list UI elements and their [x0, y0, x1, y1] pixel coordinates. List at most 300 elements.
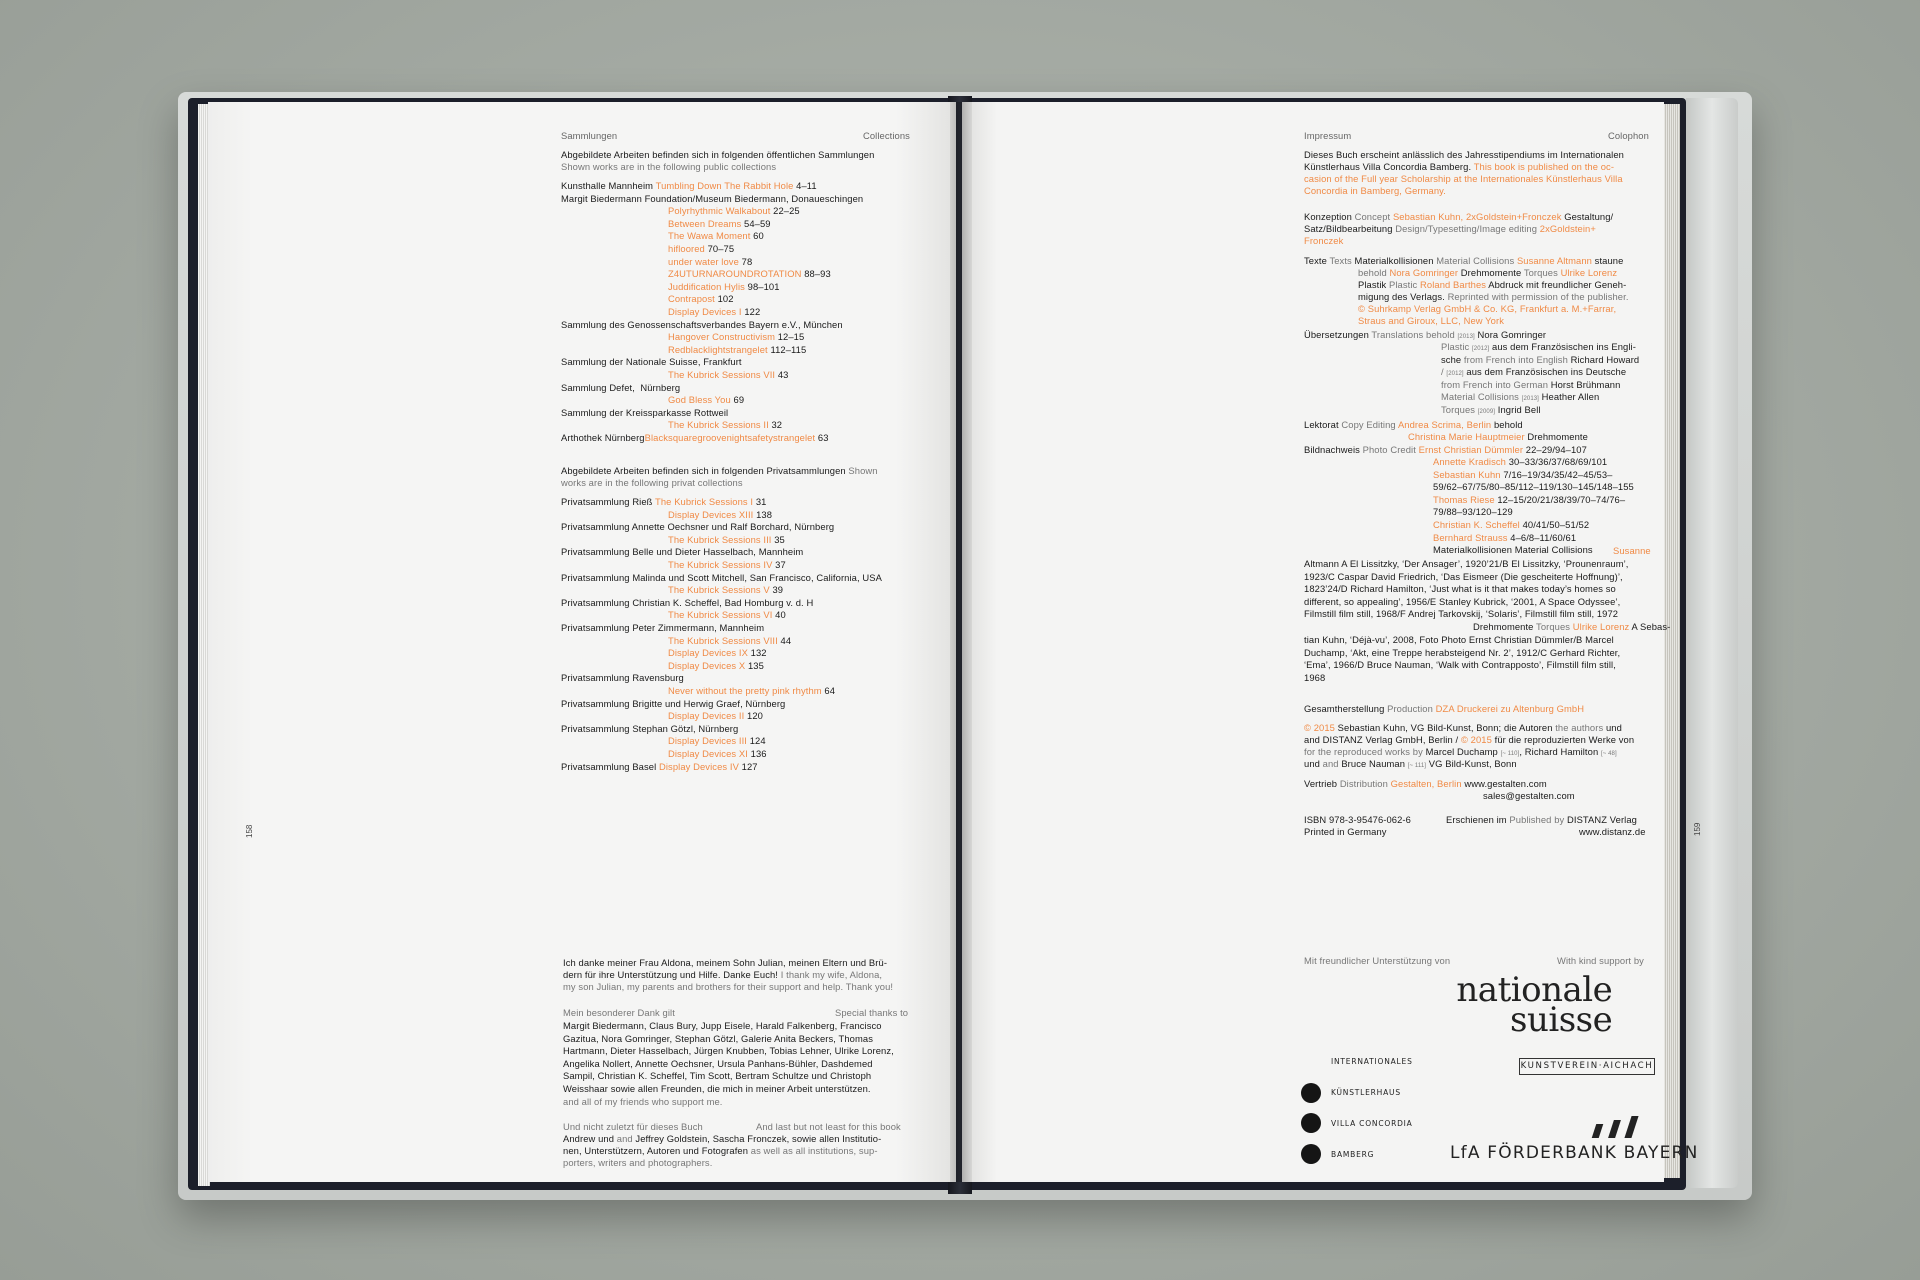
printer-name: DZA Druckerei zu Altenburg GmbH — [1435, 703, 1585, 714]
photo-credit-label: Bildnachweis — [1304, 444, 1360, 455]
page-range: 122 — [741, 306, 761, 317]
published-label: Erschienen im — [1446, 814, 1507, 825]
special-thanks-end: and all of my friends who support me. — [563, 1096, 723, 1107]
collection-name: Privatsammlung Annette Oechsner und Ralf Borchard, Nürnberg — [561, 521, 835, 533]
special-thanks-line: Angelika Nollert, Annette Oechsner, Ursula Panhans-Bühler, Dashdemed — [563, 1057, 873, 1069]
copyright-publisher: and DISTANZ Verlag GmbH, Berlin / — [1304, 734, 1461, 745]
printed-in: Printed in Germany — [1304, 826, 1387, 837]
texts-label: Texte — [1304, 255, 1327, 266]
artwork-title: The Kubrick Sessions I — [655, 496, 754, 507]
public-intro-de: Abgebildete Arbeiten befinden sich in folgenden öffentlichen Sammlungen — [561, 149, 875, 160]
special-thanks-line: Hartmann, Dieter Hasselbach, Jürgen Knubben, Tobias Lehner, Ulrike Lorenz, — [563, 1045, 894, 1057]
page-range: 39 — [769, 584, 784, 596]
artwork-title: God Bless You — [668, 394, 731, 406]
vc-dot-1 — [1301, 1083, 1321, 1103]
translation-title: [2012] — [1446, 371, 1464, 378]
distribution-line — [1304, 778, 1547, 791]
copyright-works-de: für die reproduzierten Werke von — [1491, 734, 1635, 745]
nauman-ref: [~ 111] — [1407, 763, 1427, 769]
special-thanks-line: Margit Biedermann, Claus Bury, Jupp Eisele, Harald Falkenberg, Francisco — [563, 1020, 882, 1031]
photographer-name: Christian K. Scheffel — [1433, 519, 1520, 530]
text-title-3: Drehmomente — [1458, 267, 1522, 278]
page-range: 78 — [738, 255, 753, 267]
texts-line-1 — [1304, 255, 1623, 268]
photo-pages: 40/41/50–51/52 — [1519, 519, 1590, 530]
last-thanks-line-3: porters, writers and photographers. — [563, 1157, 713, 1168]
last-thanks-names: Jeffrey Goldstein, Sascha Fronczek, sowie allen Institutio- — [635, 1133, 882, 1144]
translator-name: aus dem Französischen ins Deutsche — [1463, 366, 1627, 378]
logo-nationale: nationale — [1456, 970, 1613, 1010]
intro-line-1: Dieses Buch erscheint anlässlich des Jahresstipendiums im Internationalen — [1304, 149, 1624, 160]
collections-header-en: Collections — [863, 130, 910, 141]
copyright-und: und — [1605, 722, 1622, 733]
copyright-holders: Sebastian Kuhn, VG Bild-Kunst, Bonn; die Autoren — [1334, 722, 1553, 733]
thanks-line-2 — [563, 969, 882, 982]
collection-name: Privatsammlung Brigitte und Herwig Graef, Nürnberg — [561, 697, 786, 709]
production-label-en: Production — [1384, 703, 1436, 714]
public-collection-row — [668, 205, 800, 218]
intro-en: This book is published on the oc- — [1471, 161, 1615, 172]
credits-torques-a: A Sebas- — [1629, 621, 1671, 632]
thanks-line-3: my son Julian, my parents and brothers for their support and help. Thank you! — [563, 981, 894, 992]
collection-name: Privatsammlung Rieß — [561, 496, 656, 507]
concept-line-2 — [1304, 223, 1596, 236]
collection-name: Arthothek Nürnberg — [561, 432, 645, 443]
vc-internationales: INTERNATIONALES — [1331, 1057, 1413, 1066]
artwork-title: Display Devices X — [668, 659, 746, 671]
last-thanks-line-1 — [563, 1133, 881, 1146]
thanks-de: dern für ihre Unterstützung und Hilfe. Danke Euch! — [563, 969, 779, 980]
photo-credit-row — [1433, 494, 1625, 507]
photo-pages: 79/88–93/120–129 — [1433, 506, 1513, 518]
collection-name: Privatsammlung Stephan Götzl, Nürnberg — [561, 722, 739, 734]
translator-name: Heather Allen — [1538, 391, 1600, 403]
public-collection-row — [668, 243, 734, 256]
page-range: 60 — [750, 230, 764, 242]
texts-label-en: Texts — [1326, 255, 1355, 266]
copyright-and: and — [1319, 758, 1342, 769]
public-collection-row — [561, 180, 817, 193]
page-range: 102 — [714, 293, 734, 305]
reprint-note-en: Reprinted with permission of the publisher. — [1444, 291, 1629, 302]
intro-de: Künstlerhaus Villa Concordia Bamberg. — [1304, 161, 1472, 172]
public-collection-row — [668, 218, 771, 231]
last-thanks-andrew: Andrew und — [563, 1133, 615, 1144]
artwork-credit-line: ‘Ema’, 1966/D Bruce Nauman, ‘Walk with Contrapposto’, Filmstill film still, — [1304, 659, 1616, 671]
nationale-suisse-logo — [1450, 970, 1613, 1040]
duchamp-ref: [~ 110] — [1500, 751, 1520, 757]
public-collection-row — [668, 281, 780, 294]
text-title-4-en: Plastic — [1386, 279, 1421, 290]
public-collection-row — [561, 319, 843, 332]
text-title-4: Plastik — [1358, 279, 1387, 290]
artwork-title: Display Devices XI — [668, 748, 748, 759]
text-author-3: Ulrike Lorenz — [1560, 267, 1618, 278]
last-thanks-en-rest: as well as all institutions, sup- — [748, 1145, 878, 1156]
artwork-title: Juddification Hylis — [668, 280, 745, 292]
typesetting-label-en: Design/Typesetting/Image editing — [1392, 223, 1540, 234]
artist-duchamp: Marcel Duchamp — [1425, 746, 1501, 757]
public-collection-row — [668, 419, 782, 432]
public-collection-row — [668, 306, 760, 319]
artwork-title: Display Devices II — [668, 710, 745, 722]
reprint-note-de-2: migung des Verlags. — [1358, 291, 1445, 302]
colophon-header-en: Colophon — [1608, 130, 1649, 141]
photo-credit-row — [1433, 469, 1613, 482]
text-title-de: Materialkollisionen — [1354, 255, 1434, 266]
private-intro-en: Shown — [845, 465, 878, 476]
public-collection-row — [561, 432, 829, 445]
private-collection-row — [561, 572, 882, 585]
copyright-year: © 2015 — [1304, 722, 1335, 733]
translator-name: Ingrid Bell — [1495, 404, 1541, 415]
private-collection-row — [668, 635, 791, 648]
translator-name: Richard Howard — [1570, 353, 1640, 365]
translator-1: Nora Gomringer — [1474, 329, 1547, 340]
distributor-name: Gestalten, Berlin — [1390, 778, 1462, 789]
photo-credit-row — [1433, 456, 1607, 469]
collection-name: Sammlung der Nationale Suisse, Frankfurt — [561, 356, 742, 368]
design-label: Gestaltung/ — [1561, 211, 1614, 222]
copyright-vg: VG Bild-Kunst, Bonn — [1426, 758, 1517, 769]
private-collection-row — [668, 584, 783, 597]
copyright-year-2: © 2015 — [1460, 734, 1492, 745]
artwork-title: Z4UTURNAROUNDROTATION — [668, 268, 802, 280]
translations-label-en: Translations behold — [1368, 329, 1458, 340]
translation-title: Material Collisions — [1441, 391, 1522, 403]
photo-pages: 7/16–19/34/35/42–45/53– — [1500, 468, 1613, 480]
page-number-right: 159 — [1693, 822, 1702, 836]
artwork-title: under water love — [668, 255, 739, 267]
lfa-foerderbank-logo: LfA FÖRDERBANK BAYERN — [1450, 1143, 1699, 1163]
translator-name: Horst Brühmann — [1550, 378, 1621, 390]
copyediting-line-1 — [1304, 419, 1523, 432]
private-collection-row — [561, 496, 766, 509]
page-range: 22–25 — [770, 205, 800, 217]
public-collection-row — [668, 293, 734, 306]
credits-torques-line — [1473, 621, 1670, 634]
page-range: 70–75 — [704, 243, 735, 254]
copyright-und-2: und — [1304, 758, 1320, 769]
publisher-line — [1446, 814, 1637, 827]
artwork-title: Tumbling Down The Rabbit Hole — [655, 180, 794, 191]
translator-name: aus dem Französischen ins Engli- — [1489, 341, 1636, 352]
page-range: 32 — [768, 419, 783, 431]
public-collection-row — [561, 193, 863, 206]
artwork-title: Display Devices III — [668, 735, 748, 747]
private-collection-row — [668, 685, 835, 698]
page-range: 69 — [730, 394, 745, 406]
artwork-title: The Kubrick Sessions III — [668, 533, 772, 545]
translation-title: / — [1441, 366, 1447, 378]
text-author-2: Nora Gomringer — [1389, 267, 1459, 278]
artwork-title: The Kubrick Sessions V — [668, 584, 770, 596]
artwork-title: The Kubrick Sessions IV — [668, 559, 773, 570]
special-thanks-line: Gazitua, Nora Gomringer, Stephan Götzl, Galerie Anita Beckers, Thomas — [563, 1032, 873, 1044]
public-collection-row — [561, 407, 728, 420]
collection-name: Privatsammlung Christian K. Scheffel, Bad Homburg v. d. H — [561, 596, 814, 608]
page-range: 120 — [744, 710, 763, 722]
last-thanks-en: And last but not least for this book — [756, 1121, 901, 1132]
copyeditor-2: Christina Marie Hauptmeier — [1408, 431, 1525, 442]
colophon-header-de: Impressum — [1304, 130, 1352, 141]
text-title-2: staune — [1591, 255, 1624, 266]
translation-title: Torques — [1441, 404, 1478, 415]
concept-names: Sebastian Kuhn, 2xGoldstein+Fronczek — [1392, 211, 1562, 222]
artwork-title: Between Dreams — [668, 217, 742, 229]
artwork-credit-line: tian Kuhn, ‘Déjà-vu’, 2008, Foto Photo Ernst Christian Dümmler/B Marcel — [1304, 634, 1614, 645]
artwork-credit-line: 1968 — [1304, 671, 1326, 683]
text-author: Susanne Altmann — [1516, 255, 1592, 266]
artwork-title: The Wawa Moment — [668, 230, 751, 242]
concept-label-en: Concept — [1351, 211, 1393, 222]
design-names: 2xGoldstein+ — [1539, 223, 1596, 234]
photographer-name: Annette Kradisch — [1433, 456, 1506, 467]
artwork-credit-line: different, so appealing’, 1956/E Stanley Kubrick, ‘2001, A Space Odyssee’, — [1304, 595, 1621, 607]
page-range: 88–93 — [801, 268, 831, 280]
intro-line-3: casion of the Full year Scholarship at the Internationales Künstlerhaus Villa — [1304, 173, 1623, 184]
production-line — [1304, 703, 1584, 716]
private-collection-row — [668, 559, 786, 572]
texts-line-6: Straus and Giroux, LLC, New York — [1358, 315, 1504, 326]
artwork-title: Redblacklightstrangelet — [668, 343, 768, 355]
page-range: 63 — [815, 432, 829, 443]
private-collection-row — [668, 647, 767, 660]
page-range: 132 — [747, 647, 767, 659]
photographer-name: Sebastian Kuhn — [1433, 468, 1501, 480]
photo-credit-row — [1433, 532, 1576, 545]
private-collection-row — [668, 710, 763, 723]
kunstverein-aichach-logo: KUNSTVEREIN·AICHACH — [1519, 1058, 1655, 1075]
text-author-4: Roland Barthes — [1420, 279, 1487, 290]
concept-label: Konzeption — [1304, 211, 1352, 222]
collection-name: Privatsammlung Malinda und Scott Mitchell, San Francisco, California, USA — [561, 571, 882, 583]
texts-line-5: © Suhrkamp Verlag GmbH & Co. KG, Frankfurt a. M.+Farrar, — [1358, 303, 1617, 314]
copyedit-title-2: Drehmomente — [1524, 431, 1588, 442]
collection-name: Privatsammlung Belle und Dieter Hasselbach, Mannheim — [561, 546, 804, 558]
private-collection-row — [561, 597, 813, 610]
photo-pages: 59/62–67/75/80–85/112–119/130–145/148–155 — [1433, 481, 1634, 493]
copyright-line-4 — [1304, 758, 1517, 773]
translation-title: [2013] — [1521, 396, 1539, 403]
collection-name: Sammlung des Genossenschaftsverbandes Bayern e.V., München — [561, 318, 843, 330]
last-thanks-de-rest: nen, Unterstützern, Autoren und Fotografen — [563, 1145, 749, 1156]
photographer-1: Ernst Christian Dümmler — [1418, 444, 1524, 455]
publisher-name: DISTANZ Verlag — [1567, 814, 1637, 825]
credits-torques-de: Drehmomente — [1473, 621, 1534, 632]
translations-label: Übersetzungen — [1304, 329, 1369, 340]
private-collection-row — [561, 672, 684, 685]
translation-title: from French into English — [1461, 353, 1571, 365]
last-thanks-line-2 — [563, 1145, 878, 1158]
copyediting-label: Lektorat — [1304, 419, 1339, 430]
page-range: 98–101 — [744, 280, 780, 292]
photo-pages: 12–15/20/21/38/39/70–74/76– — [1494, 493, 1626, 505]
reprint-note-de: Abdruck mit freundlicher Geneh- — [1486, 279, 1627, 290]
copyright-line-2 — [1304, 734, 1634, 747]
page-range: 31 — [753, 496, 767, 507]
copyright-authors-en: the authors — [1552, 722, 1606, 733]
vc-dot-2 — [1301, 1113, 1321, 1133]
translation-title: from French into German — [1441, 378, 1551, 390]
artwork-title: The Kubrick Sessions VII — [668, 369, 776, 380]
artwork-title: Contrapost — [668, 293, 715, 305]
support-label-en: With kind support by — [1557, 955, 1644, 966]
public-collection-row — [561, 382, 680, 395]
translation-title: [2012] — [1472, 346, 1490, 352]
private-collection-row — [561, 622, 764, 635]
texts-line-3 — [1358, 279, 1626, 292]
slipcase-edge — [1686, 98, 1738, 1188]
public-collection-row — [668, 268, 831, 281]
vc-bamberg: BAMBERG — [1331, 1150, 1375, 1159]
photo-credit-susanne: Susanne — [1613, 545, 1651, 556]
artwork-title: Display Devices I — [668, 306, 742, 317]
artwork-title: Display Devices IV — [658, 760, 739, 772]
published-label-en: Published by — [1506, 814, 1567, 825]
page-range: 43 — [775, 369, 789, 380]
text-title-2-en: behold — [1358, 267, 1390, 278]
texts-line-2 — [1358, 267, 1617, 280]
private-collection-row — [668, 609, 786, 622]
private-intro-en-2: works are in the following privat collections — [561, 477, 743, 488]
artwork-title: The Kubrick Sessions II — [668, 419, 769, 431]
page-range: 40 — [772, 609, 786, 621]
page-range: 124 — [747, 735, 766, 747]
collection-name: Privatsammlung Ravensburg — [561, 672, 684, 684]
photographer-name: Bernhard Strauss — [1433, 531, 1508, 543]
photographer-name: Thomas Riese — [1433, 493, 1495, 505]
translation-title: Plastic — [1441, 341, 1473, 352]
artwork-title: Polyrhythmic Walkabout — [668, 205, 771, 217]
collection-name: Sammlung Defet, Nürnberg — [561, 381, 681, 393]
artist-hamilton: , Richard Hamilton — [1519, 746, 1601, 757]
text-title-en: Material Collisions — [1433, 255, 1517, 266]
intro-line-2 — [1304, 161, 1614, 174]
concept-line-1 — [1304, 211, 1613, 224]
intro-line-4: Concordia in Bamberg, Germany. — [1304, 185, 1446, 196]
copyedit-title-1: behold — [1491, 419, 1523, 430]
artwork-credit-line: Filmstill film still, 1968/F Andrej Tarkovskij, ‘Solaris’, Filmstill film still, 1972 — [1304, 608, 1619, 620]
translations-year: [2013] — [1457, 334, 1475, 340]
artwork-title: Never without the pretty pink rhythm — [668, 685, 822, 696]
artwork-title: Display Devices IX — [668, 647, 748, 659]
page-range: 112–115 — [767, 343, 807, 355]
typesetting-label: Satz/Bildbearbeitung — [1304, 223, 1393, 234]
photo-pages: 4–6/8–11/60/61 — [1507, 531, 1577, 543]
distributor-url: www.gestalten.com — [1461, 778, 1547, 789]
public-collection-row — [561, 356, 742, 369]
vc-kuenstlerhaus: KÜNSTLERHAUS — [1331, 1088, 1401, 1097]
artwork-credit-line: Duchamp, ‘Akt, eine Treppe herabsteigend Nr. 2’, 1912/C Gerhard Richter, — [1304, 646, 1621, 658]
vc-dot-3 — [1301, 1144, 1321, 1164]
thanks-line-1: Ich danke meiner Frau Aldona, meinem Sohn Julian, meinen Eltern und Brü- — [563, 957, 888, 968]
copyeditor-1: Andrea Scrima, Berlin — [1397, 419, 1492, 430]
text-title-3-en: Torques — [1521, 267, 1561, 278]
translation-row — [1441, 354, 1639, 367]
page-range: 12–15 — [775, 331, 805, 343]
special-thanks-en: Special thanks to — [835, 1007, 909, 1018]
texts-line-4 — [1358, 291, 1629, 304]
copyediting-line-2 — [1408, 431, 1588, 444]
private-collection-row — [668, 534, 785, 547]
translation-title: [2009] — [1477, 409, 1496, 415]
concept-line-3: Fronczek — [1304, 235, 1344, 246]
credits-torques-author: Ulrike Lorenz — [1572, 621, 1630, 632]
artwork-title: The Kubrick Sessions VI — [668, 609, 773, 621]
photo-credit-label-en: Photo Credit — [1359, 444, 1419, 455]
private-collection-row — [561, 546, 803, 559]
hamilton-ref: [~ 48] — [1600, 751, 1617, 757]
private-collection-row — [668, 748, 767, 761]
public-collection-row — [668, 394, 744, 407]
page-range: 4–11 — [793, 180, 817, 191]
page-range: 127 — [738, 760, 758, 772]
credits-torques-en: Torques — [1533, 621, 1573, 632]
last-thanks-de: Und nicht zuletzt für dieses Buch — [563, 1121, 703, 1132]
photo-credit-row — [1433, 544, 1595, 557]
vc-villa-concordia: VILLA CONCORDIA — [1331, 1119, 1413, 1128]
distribution-label: Vertrieb — [1304, 778, 1338, 789]
page-range: 138 — [753, 508, 773, 520]
photo-credit-row — [1433, 519, 1589, 532]
private-intro — [561, 465, 878, 478]
collection-name: Sammlung der Kreissparkasse Rottweil — [561, 406, 729, 418]
public-collection-row — [668, 369, 788, 382]
private-intro-de: Abgebildete Arbeiten befinden sich in folgenden Privatsammlungen — [561, 465, 846, 476]
page-range: 135 — [745, 659, 764, 671]
copyediting-label-en: Copy Editing — [1338, 419, 1398, 430]
artwork-credit-line: 1823’24/D Richard Hamilton, ‘Just what is it that makes today’s homes so — [1304, 583, 1616, 595]
public-collection-row — [668, 344, 806, 357]
photographer-1-pages: 22–29/94–107 — [1523, 444, 1587, 455]
photo-credit-row — [1433, 481, 1634, 494]
special-thanks-de: Mein besonderer Dank gilt — [563, 1007, 675, 1018]
thanks-en: I thank my wife, Aldona, — [778, 969, 883, 980]
collections-header-de: Sammlungen — [561, 130, 618, 141]
artwork-credit-line: 1923/C Caspar David Friedrich, ‘Das Eismeer (Die gescheiterte Hoffnung)’, — [1304, 570, 1623, 582]
collection-name: Margit Biedermann Foundation/Museum Biedermann, Donaueschingen — [561, 192, 864, 204]
artwork-title: Blacksquaregroovenightsafetystrangelet — [644, 432, 816, 443]
collection-name: Kunsthalle Mannheim — [561, 180, 656, 191]
private-collection-row — [668, 735, 766, 748]
book-gutter — [950, 102, 972, 1182]
photo-pages: Materialkollisionen Material Collisions — [1433, 544, 1596, 556]
production-label: Gesamtherstellung — [1304, 703, 1385, 714]
page-range: 136 — [747, 748, 767, 759]
page-number-left: 158 — [245, 824, 254, 838]
private-collection-row — [668, 509, 772, 522]
artwork-title: hifloored — [668, 243, 705, 254]
photo-pages: 30–33/36/37/68/69/101 — [1506, 456, 1608, 467]
artwork-credit-line: Altmann A El Lissitzky, ‘Der Ansager’, 1920’21/B El Lissitzky, ‘Prounenraum’, — [1304, 558, 1629, 569]
translation-title: sche — [1441, 353, 1462, 365]
photo-credit-line-1 — [1304, 444, 1587, 457]
page-range: 64 — [821, 685, 836, 696]
public-collection-row — [668, 230, 764, 243]
page-range: 44 — [777, 634, 792, 646]
copyright-line-1 — [1304, 722, 1622, 735]
artwork-title: Display Devices XIII — [668, 508, 754, 520]
collection-name: Privatsammlung Peter Zimmermann, Mannheim — [561, 622, 765, 633]
publisher-url: www.distanz.de — [1579, 826, 1646, 837]
artist-nauman: Bruce Nauman — [1341, 758, 1408, 769]
collection-name: Privatsammlung Basel — [561, 760, 659, 772]
private-collection-row — [561, 723, 738, 736]
page-range: 37 — [772, 559, 786, 570]
last-thanks-and: and — [614, 1133, 636, 1144]
private-collection-row — [561, 698, 785, 711]
